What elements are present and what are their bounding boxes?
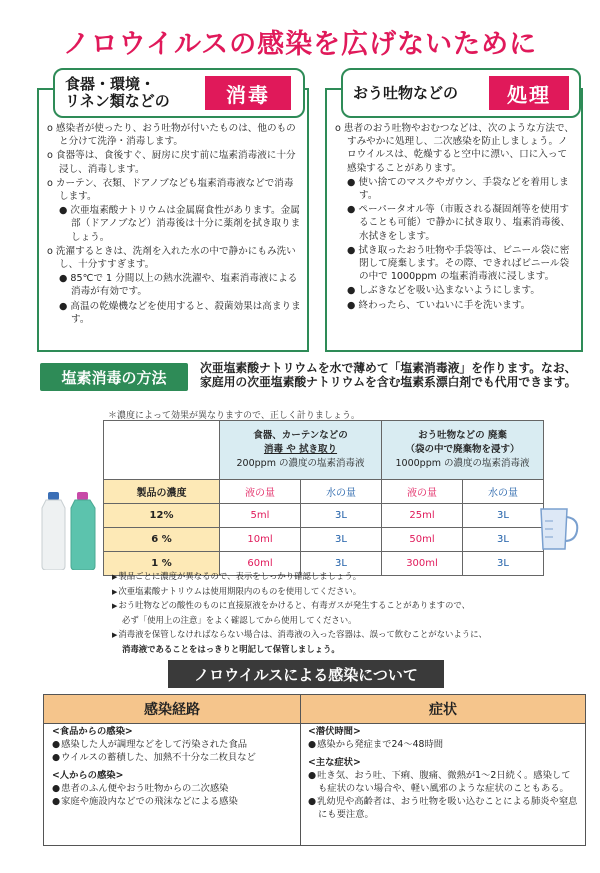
disinfection-box (37, 75, 309, 352)
disposal-bullet: ● 使い捨てのマスクやガウン、手袋などを着用します。 (347, 176, 575, 202)
disinfection-header (53, 68, 305, 118)
note-item: ▶ 次亜塩素酸ナトリウムは使用期限内のものを使用してください。 (112, 585, 587, 600)
disposal-bullet: ● ペーパータオル等（市販される凝固剤等を使用することも可能）で静かに拭き取り、塩素消毒後、水拭きをします。 (347, 203, 575, 243)
header-disinfect-line3: 200ppm の濃度の塩素消毒液 (236, 458, 365, 469)
disposal-bullet: ● 終わったら、ていねいに手を洗います。 (347, 299, 575, 312)
method-title: 塩素消毒の方法 (40, 363, 188, 391)
symptom-incubation-heading: <潜伏時間> (308, 726, 361, 737)
note-item: ▶ 消毒液を保管しなければならない場合は、消毒液の入った容器は、誤って飲むことがないように、 (112, 628, 587, 643)
disposal-paragraph: o 患者のおう吐物やおむつなどは、次のような方法で、すみやかに処理し、二次感染を防止しましょう。ノロウイルスは、乾燥すると空中に漂い、口に入って感染することがあります。 (335, 122, 575, 175)
disinfection-paragraph: o 洗濯するときは、洗剤を入れた水の中で静かにもみ洗いし、十分すすぎます。 (47, 245, 301, 271)
symptom-incubation-item: ● 感染から発症まで24～48時間 (308, 738, 578, 751)
route-food-item: ● ウイルスの蓄積した、加熱不十分な二枚貝など (52, 751, 296, 764)
row-concentration: 1 % (104, 552, 220, 576)
method-description: 次亜塩素酸ナトリウムを水で薄めて「塩素消毒液」を作ります。なお、家庭用の次亜塩素酸ナトリウムを含む塩素系漂白剤でも代用できます。 (200, 361, 577, 389)
header-disposal-line1: おう吐物などの 廃棄 (418, 430, 507, 441)
label-water-2: 水の量 (463, 480, 544, 504)
row-liquid-200: 10ml (220, 528, 301, 552)
disinfection-paragraph: o 食器等は、食後すぐ、厨房に戻す前に塩素消毒液に十分浸し、消毒します。 (47, 149, 301, 175)
disinfection-bullet: ● 85℃で 1 分間以上の熱水洗濯や、塩素消毒液による消毒が有効です。 (59, 272, 301, 298)
table-row (104, 504, 544, 528)
disinfection-paragraph: o カーテン、衣類、ドアノブなども塩素消毒液などで消毒します。 (47, 177, 301, 203)
header-disposal-line2: （袋の中で廃棄物を浸す） (405, 444, 520, 455)
symptom-header: 症状 (301, 695, 585, 724)
column-divider (300, 695, 301, 845)
disinfection-bullet: ● 高温の乾燥機などを使用すると、殺菌効果は高まります。 (59, 300, 301, 326)
table-row (104, 528, 544, 552)
header-disinfect-line2: 消毒 や 拭き取り (263, 444, 338, 455)
row-concentration: 12% (104, 504, 220, 528)
disinfection-paragraph: o 感染者が使ったり、おう吐物が付いたものは、他のものと分けて洗浄・消毒します。 (47, 122, 301, 148)
row-water-1000: 3L (463, 504, 544, 528)
row-liquid-200: 5ml (220, 504, 301, 528)
row-water-200: 3L (301, 504, 382, 528)
row-water-200: 3L (301, 528, 382, 552)
route-food-heading: <食品からの感染> (52, 726, 133, 737)
route-person-heading: <人からの感染> (52, 770, 124, 781)
disposal-tag: 処理 (489, 76, 569, 110)
disinfection-bullet: ● 次亜塩素酸ナトリウムは金属腐食性があります。金属部（ドアノブなど）消毒後は十分に薬剤を拭き取りましょう。 (59, 204, 301, 244)
route-column (52, 725, 296, 808)
measuring-cup-icon (531, 503, 583, 555)
row-water-1000: 3L (463, 552, 544, 576)
infection-table (43, 694, 586, 846)
table-header-disposal (382, 421, 544, 480)
row-water-1000: 3L (463, 528, 544, 552)
disposal-header-label: おう吐物などの (353, 83, 459, 102)
route-person-item: ● 患者のふん便やおう吐物からの二次感染 (52, 782, 296, 795)
disinfection-header-label: 食器・環境・ リネン類などの (65, 75, 170, 110)
note-item: ▶ 製品ごとに濃度が異なるので、表示をしっかり確認しましょう。 (112, 570, 587, 585)
note-item-continued: 消毒液であることをはっきりと明記して保管しましょう。 (122, 643, 340, 654)
disinfection-list (47, 122, 301, 327)
route-header: 感染経路 (44, 695, 301, 724)
disposal-header (341, 68, 581, 118)
symptom-column (308, 725, 578, 821)
table-header-disinfect (220, 421, 382, 480)
row-liquid-200: 60ml (220, 552, 301, 576)
usage-notes (112, 570, 587, 656)
disposal-bullet: ● 拭き取ったおう吐物や手袋等は、ビニール袋に密閉して廃棄します。その際、できればビニール袋の中で 1000ppm の塩素消毒液に浸します。 (347, 244, 575, 284)
label-liquid-2: 液の量 (382, 480, 463, 504)
header-disinfect-line1: 食器、カーテンなどの (253, 430, 348, 441)
symptom-main-item: ● 乳幼児や高齢者は、おう吐物を吸い込むことによる肺炎や窒息にも要注意。 (308, 795, 578, 821)
symptom-main-item: ● 吐き気、おう吐、下痢、腹痛、微熱が1～2日続く。感染しても症状のない場合や、軽い風邪のような症状のこともある。 (308, 769, 578, 795)
label-concentration: 製品の濃度 (104, 480, 220, 504)
route-person-item: ● 家庭や施設内などでの飛沫などによる感染 (52, 795, 296, 808)
row-liquid-1000: 25ml (382, 504, 463, 528)
disposal-list (335, 122, 575, 313)
row-water-200: 3L (301, 552, 382, 576)
page-title: ノロウイルスの感染を広げないために (62, 29, 538, 60)
concentration-note: ＊濃度によって効果が異なりますので、正しく計りましょう。 (108, 411, 360, 421)
label-water-1: 水の量 (301, 480, 382, 504)
disposal-box (325, 82, 583, 352)
infection-section-title: ノロウイルスによる感染について (168, 660, 444, 688)
disinfection-tag: 消毒 (205, 76, 291, 110)
disposal-bullet: ● しぶきなどを吸い込まないようにします。 (347, 284, 575, 297)
row-concentration: 6 % (104, 528, 220, 552)
row-liquid-1000: 300ml (382, 552, 463, 576)
label-liquid-1: 液の量 (220, 480, 301, 504)
route-food-item: ● 感染した人が調理などをして汚染された食品 (52, 738, 296, 751)
row-liquid-1000: 50ml (382, 528, 463, 552)
note-item: ▶ おう吐物などの酸性のものに直接原液をかけると、有毒ガスが発生することがありますので、 (112, 599, 587, 614)
note-item-continued: 必ず「使用上の注意」をよく確認してから使用してください。 (122, 615, 357, 626)
bleach-bottles-illustration (40, 492, 102, 570)
symptom-main-heading: <主な症状> (308, 757, 361, 768)
concentration-table (103, 420, 544, 576)
header-disposal-line3: 1000ppm の濃度の塩素消毒液 (395, 458, 530, 469)
table-corner (104, 421, 220, 480)
